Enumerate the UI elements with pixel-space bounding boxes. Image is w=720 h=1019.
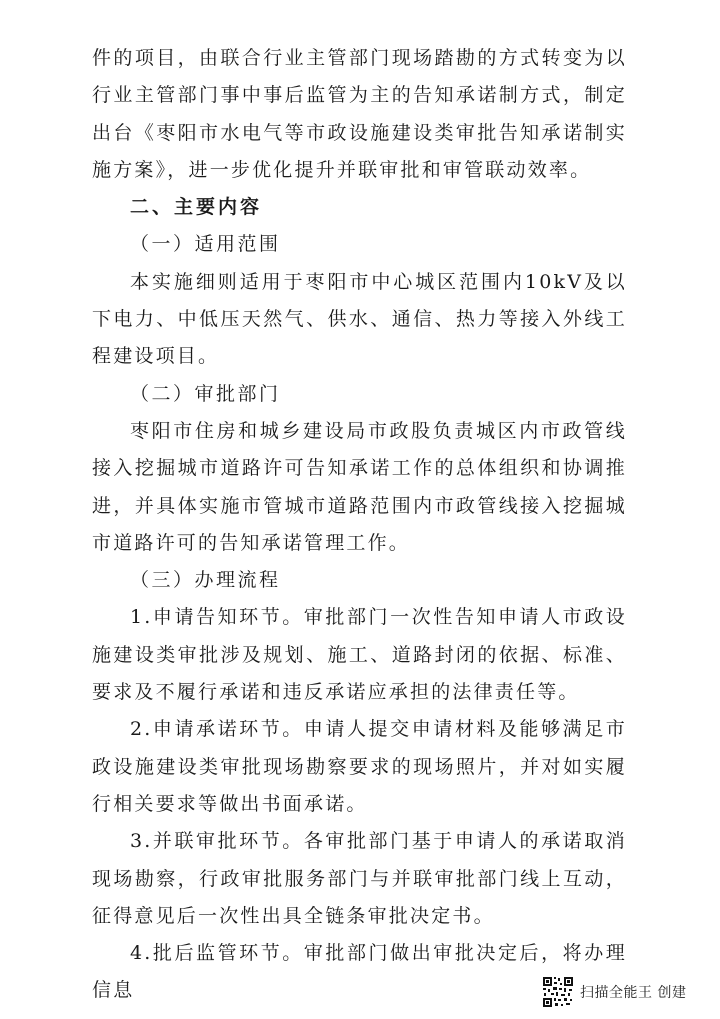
document-body [92,40,627,1010]
scanner-watermark [542,976,686,1008]
department-paragraph: 枣阳市住房和城乡建设局市政股负责城区内市政管线接入挖掘城市道路许可告知承诺工作的总体组织和协调推进，并具体实施市管城市道路范围内市政管线接入挖掘城市道路许可的告知承诺管理工作。 [92,419,627,554]
scope-paragraph: 本实施细则适用于枣阳市中心城区范围内10kV及以下电力、中低压天然气、供水、通信、热力等接入外线工程建设项目。 [92,270,627,368]
subsection-title-department: （二）审批部门 [130,382,281,405]
watermark-text: 扫描全能王 创建 [580,985,687,1001]
intro-paragraph: 件的项目，由联合行业主管部门现场踏勘的方式转变为以行业主管部门事中事后监管为主的告知承诺制方式，制定出台《枣阳市水电气等市政设施建设类审批告知承诺制实施方案》，进一步优化提升并联审批和审管联动效率。 [92,47,627,181]
process-step-2: 2.申请承诺环节。申请人提交申请材料及能够满足市政设施建设类审批现场勘察要求的现场照片，并对如实履行相关要求等做出书面承诺。 [92,718,627,815]
process-step-4: 4.批后监管环节。审批部门做出审批决定后，将办理信息 [92,942,627,1002]
subsection-title-process: （三）办理流程 [130,569,281,592]
process-step-3: 3.并联审批环节。各审批部门基于申请人的承诺取消现场勘察，行政审批服务部门与并联审批部门线上互动，征得意见后一次性出具全链条审批决定书。 [92,830,627,927]
process-step-1: 1.申请告知环节。审批部门一次性告知申请人市政设施建设类审批涉及规划、施工、道路封闭的依据、标准、要求及不履行承诺和违反承诺应承担的法律责任等。 [92,606,627,704]
subsection-title-scope: （一）适用范围 [130,233,281,256]
section-heading: 二、主要内容 [130,196,263,219]
qr-code-icon [542,976,574,1008]
